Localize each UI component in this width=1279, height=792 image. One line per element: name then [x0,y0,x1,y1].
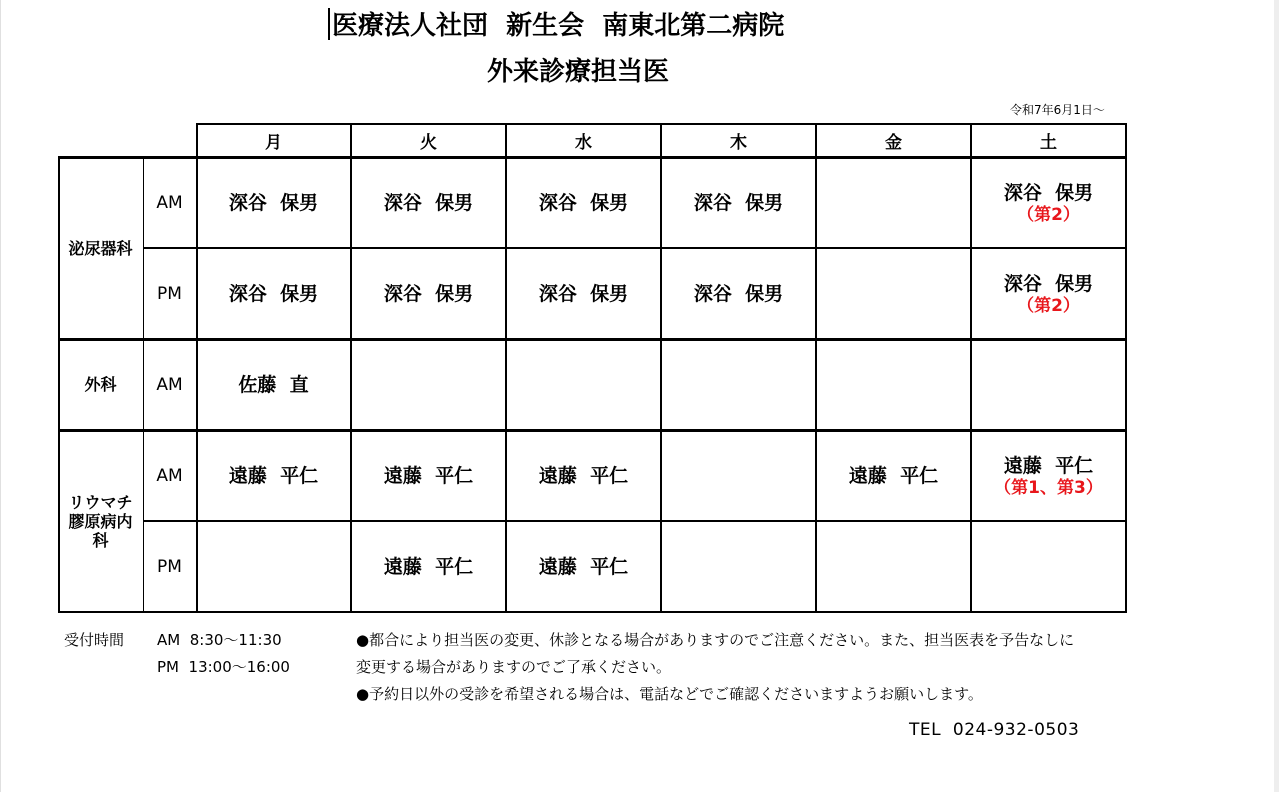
department-name: 外科 [84,375,117,394]
schedule-cell [971,430,1126,521]
schedule-cell [196,248,351,339]
column-divider [350,123,352,157]
page-edge [0,0,1,792]
tel-number: TEL 024-932-0503 [909,720,1080,740]
doctor-name: 深谷 保男 [383,282,474,305]
schedule-cell [661,339,816,430]
time-slot [143,248,196,339]
department-label [58,339,143,430]
schedule-title: 外来診療担当医 [487,57,670,87]
department-label [58,157,143,339]
day-label: 金 [885,132,902,153]
day-label: 火 [420,132,437,153]
schedule-cell [661,248,816,339]
schedule-cell [506,339,661,430]
schedule-cell [971,339,1126,430]
schedule-cell [351,248,506,339]
day-header [351,123,506,157]
schedule-cell [816,430,971,521]
column-divider [505,123,507,157]
reception-am: AM 8:30～11:30 [157,631,282,649]
day-label: 月 [265,132,282,153]
department-name: リウマチ 膠原病内 科 [68,492,133,550]
time-slot [143,521,196,612]
schedule-cell [351,157,506,248]
department-name: 泌尿器科 [68,238,133,258]
doctor-name: 遠藤 平仁 [538,464,629,487]
doctor-name: 佐藤 直 [238,373,309,396]
week-note: （第1、第3） [994,477,1103,498]
time-slot [143,339,196,430]
time-slot [143,430,196,521]
day-label: 水 [575,132,592,153]
schedule-cell [816,157,971,248]
schedule-cell [351,430,506,521]
hospital-title: 医療法人社団 新生会 南東北第二病院 [332,11,785,41]
schedule-cell [506,157,661,248]
column-divider [1125,123,1127,157]
doctor-name: 遠藤 平仁 [848,464,939,487]
schedule-cell [196,339,351,430]
text-cursor [328,8,330,40]
doctor-name: 深谷 保男 [693,282,784,305]
doctor-name: 遠藤 平仁 [228,464,319,487]
schedule-cell [506,521,661,612]
schedule-cell [661,157,816,248]
schedule-cell [661,521,816,612]
slot-label: PM [157,283,182,304]
doctor-name: 深谷 保男 [1003,272,1094,295]
schedule-cell [506,248,661,339]
page-edge-shadow [1274,0,1279,792]
effective-date: 令和7年6月1日～ [1010,103,1105,117]
schedule-cell [816,339,971,430]
doctor-name: 深谷 保男 [228,191,319,214]
column-divider [196,123,198,157]
schedule-cell [816,248,971,339]
schedule-cell [351,521,506,612]
doctor-name: 遠藤 平仁 [538,555,629,578]
schedule-cell [971,157,1126,248]
doctor-name: 深谷 保男 [383,191,474,214]
slot-label: AM [156,192,183,213]
doctor-name: 遠藤 平仁 [383,555,474,578]
schedule-cell [971,248,1126,339]
day-label: 木 [730,132,747,153]
doctor-name: 遠藤 平仁 [383,464,474,487]
week-note: （第2） [1017,295,1080,316]
slot-label: AM [156,465,183,486]
doctor-name: 深谷 保男 [693,191,784,214]
day-header [971,123,1126,157]
note-line-1: ●都合により担当医の変更、休診となる場合がありますのでご注意ください。また、担当医表を予告なしに [356,631,1075,649]
column-divider [660,123,662,157]
note-line-3: ●予約日以外の受診を希望される場合は、電話などでご確認くださいますようお願いします。 [356,685,983,703]
schedule-cell [196,430,351,521]
schedule-cell [506,430,661,521]
schedule-cell [971,521,1126,612]
schedule-cell [816,521,971,612]
schedule-cell [196,157,351,248]
schedule-cell [196,521,351,612]
column-divider [970,123,972,157]
column-divider [815,123,817,157]
doctor-name: 遠藤 平仁 [1003,454,1094,477]
doctor-name: 深谷 保男 [228,282,319,305]
doctor-name: 深谷 保男 [1003,181,1094,204]
week-note: （第2） [1017,204,1080,225]
reception-pm: PM 13:00～16:00 [157,658,290,676]
note-line-2: 変更する場合がありますのでご了承ください。 [356,658,672,676]
day-header [196,123,351,157]
day-header [506,123,661,157]
day-header [661,123,816,157]
day-header [816,123,971,157]
time-slot [143,157,196,248]
doctor-name: 深谷 保男 [538,191,629,214]
schedule-cell [351,339,506,430]
reception-label: 受付時間 [64,631,125,649]
slot-label: AM [156,374,183,395]
schedule-cell [661,430,816,521]
day-label: 土 [1040,132,1057,153]
slot-label: PM [157,556,182,577]
department-label [58,430,143,612]
doctor-name: 深谷 保男 [538,282,629,305]
